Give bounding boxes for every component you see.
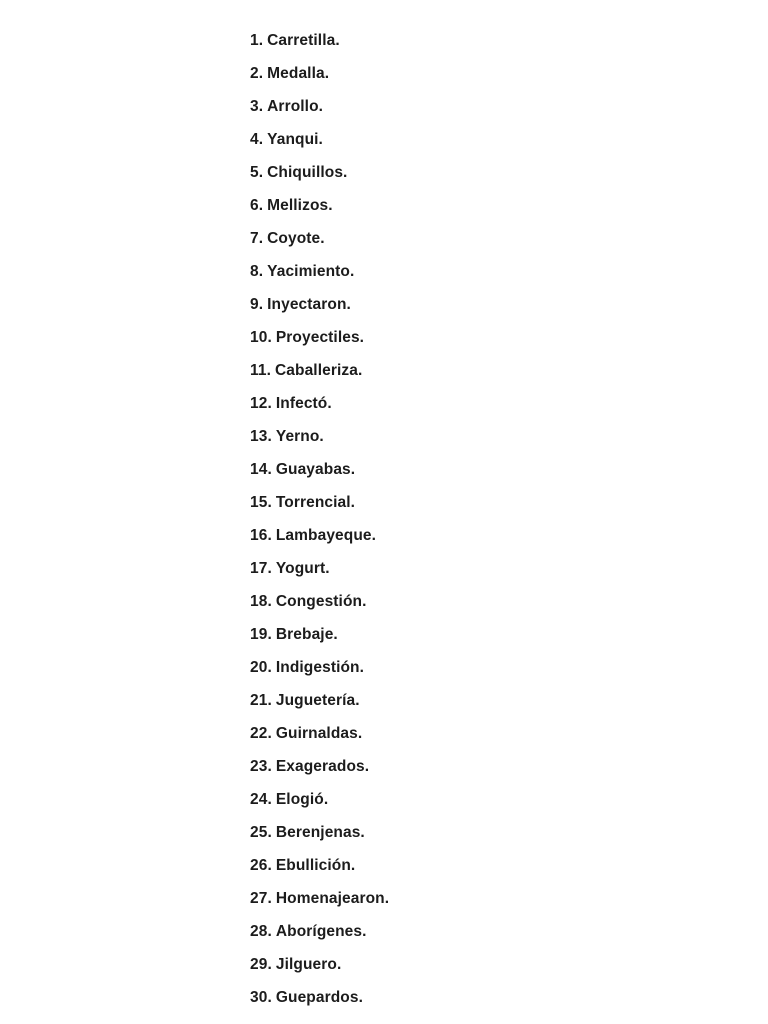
item-word: Brebaje. xyxy=(275,626,338,643)
list-item xyxy=(250,755,389,788)
list-item xyxy=(250,161,389,194)
list-item xyxy=(250,128,389,161)
item-word: Lambayeque. xyxy=(275,527,377,544)
item-number: 27. xyxy=(250,890,272,907)
item-number: 17. xyxy=(250,560,272,577)
item-number: 29. xyxy=(250,956,272,973)
item-number: 12. xyxy=(250,395,272,412)
item-number: 21. xyxy=(250,692,272,709)
list-item xyxy=(250,95,389,128)
list-item xyxy=(250,920,389,953)
item-number: 10. xyxy=(250,329,272,346)
list-item xyxy=(250,821,389,854)
list-item xyxy=(250,953,389,986)
item-number: 30. xyxy=(250,989,272,1006)
item-word: Homenajearon. xyxy=(275,890,390,907)
item-number: 16. xyxy=(250,527,272,544)
item-word: Coyote. xyxy=(267,230,325,247)
item-number: 6. xyxy=(250,197,264,214)
item-number: 23. xyxy=(250,758,272,775)
item-number: 4. xyxy=(250,131,264,148)
list-item xyxy=(250,491,389,524)
item-number: 26. xyxy=(250,857,272,874)
list-item xyxy=(250,260,389,293)
item-number: 24. xyxy=(250,791,272,808)
item-number: 9. xyxy=(250,296,264,313)
list-item xyxy=(250,557,389,590)
item-number: 14. xyxy=(250,461,272,478)
list-item xyxy=(250,722,389,755)
item-word: Yacimiento. xyxy=(267,263,355,280)
item-number: 15. xyxy=(250,494,272,511)
list-item xyxy=(250,359,389,392)
item-word: Carretilla. xyxy=(267,32,340,49)
list-item xyxy=(250,656,389,689)
item-word: Yogurt. xyxy=(275,560,330,577)
item-word: Yanqui. xyxy=(267,131,323,148)
list-item xyxy=(250,326,389,359)
item-number: 3. xyxy=(250,98,264,115)
list-item xyxy=(250,392,389,425)
list-item xyxy=(250,524,389,557)
item-word: Inyectaron. xyxy=(267,296,351,313)
list-item xyxy=(250,293,389,326)
item-word: Mellizos. xyxy=(267,197,333,214)
item-word: Arrollo. xyxy=(267,98,324,115)
list-item xyxy=(250,590,389,623)
item-word: Indigestión. xyxy=(275,659,365,676)
list-item xyxy=(250,227,389,260)
list-item xyxy=(250,623,389,656)
list-item xyxy=(250,788,389,821)
list-item xyxy=(250,854,389,887)
numbered-word-list xyxy=(250,29,389,1019)
item-word: Guirnaldas. xyxy=(275,725,363,742)
item-word: Jilguero. xyxy=(275,956,342,973)
list-item xyxy=(250,425,389,458)
item-number: 25. xyxy=(250,824,272,841)
item-word: Exagerados. xyxy=(275,758,370,775)
list-item xyxy=(250,887,389,920)
item-number: 20. xyxy=(250,659,272,676)
item-word: Guepardos. xyxy=(275,989,363,1006)
item-number: 8. xyxy=(250,263,264,280)
item-word: Chiquillos. xyxy=(267,164,348,181)
item-word: Infectó. xyxy=(275,395,332,412)
list-item xyxy=(250,458,389,491)
item-word: Guayabas. xyxy=(275,461,356,478)
item-number: 18. xyxy=(250,593,272,610)
item-word: Caballeriza. xyxy=(275,362,363,379)
item-number: 11. xyxy=(250,362,271,379)
list-item xyxy=(250,689,389,722)
item-number: 1. xyxy=(250,32,264,49)
item-number: 19. xyxy=(250,626,272,643)
item-word: Ebullición. xyxy=(275,857,356,874)
item-word: Congestión. xyxy=(275,593,367,610)
item-number: 5. xyxy=(250,164,264,181)
item-word: Medalla. xyxy=(267,65,330,82)
list-item xyxy=(250,986,389,1019)
item-word: Elogió. xyxy=(275,791,329,808)
item-number: 13. xyxy=(250,428,272,445)
item-word: Juguetería. xyxy=(275,692,360,709)
item-number: 22. xyxy=(250,725,272,742)
item-word: Yerno. xyxy=(275,428,324,445)
list-item xyxy=(250,194,389,227)
list-item xyxy=(250,29,389,62)
list-item xyxy=(250,62,389,95)
item-word: Proyectiles. xyxy=(275,329,365,346)
item-number: 2. xyxy=(250,65,264,82)
item-number: 7. xyxy=(250,230,264,247)
item-word: Torrencial. xyxy=(275,494,356,511)
item-number: 28. xyxy=(250,923,272,940)
item-word: Berenjenas. xyxy=(275,824,365,841)
item-word: Aborígenes. xyxy=(275,923,367,940)
